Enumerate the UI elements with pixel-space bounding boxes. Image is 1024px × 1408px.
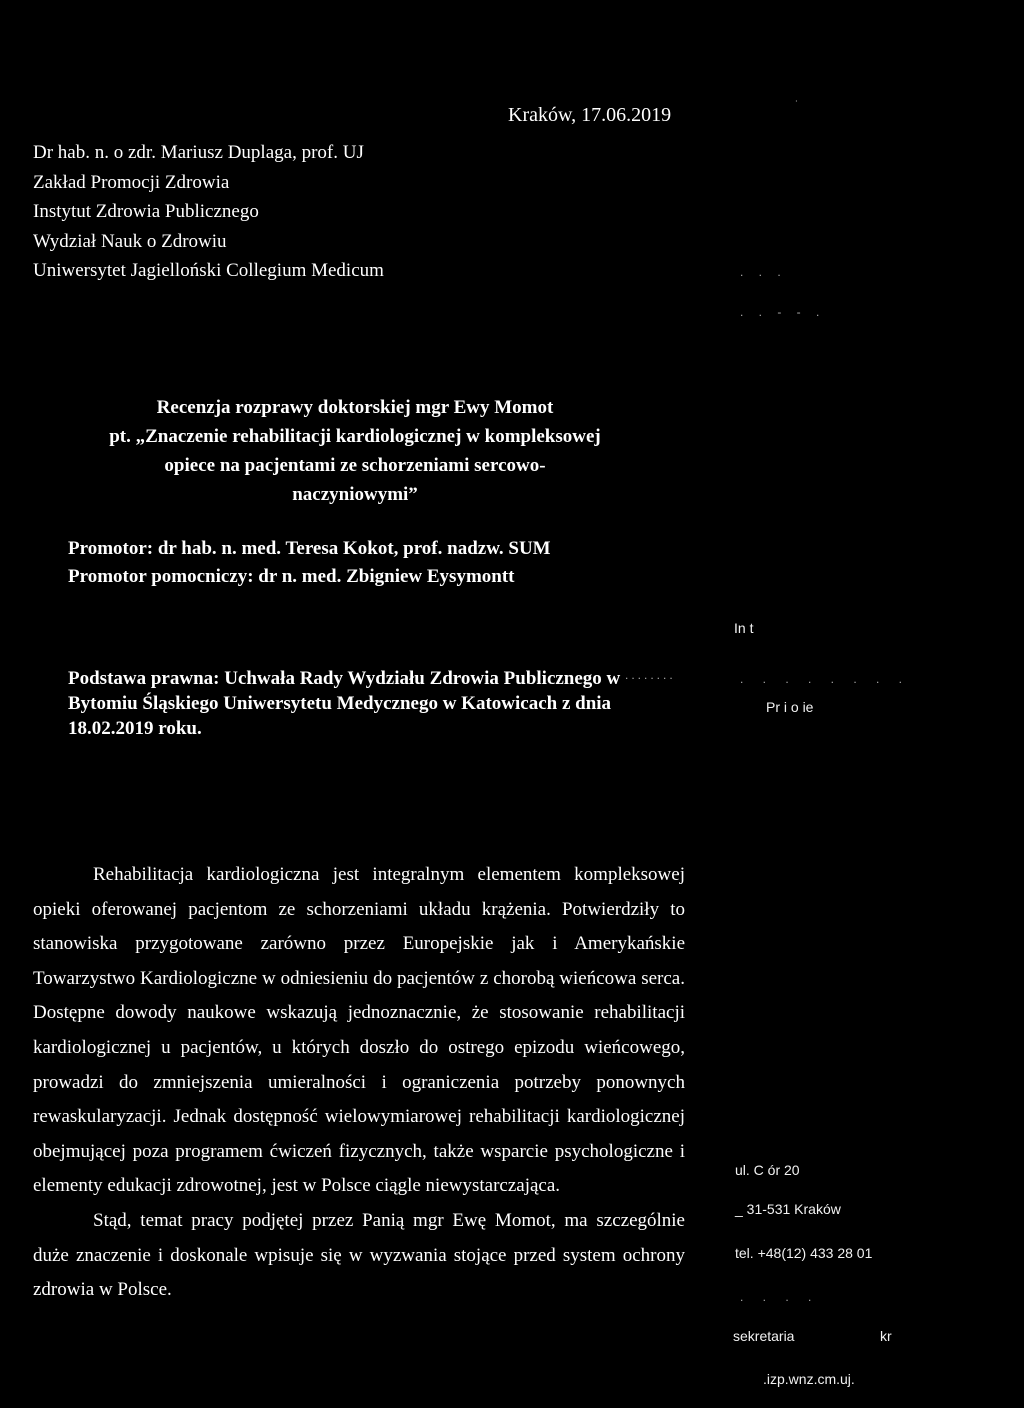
legal-basis: Podstawa prawna: Uchwała Rady Wydziału Zdrowia Publicznego w Bytomiu Śląskiego Uniwersytetu Medycznego w Katowicach z dnia 18.02.2019 roku. <box>68 668 621 739</box>
sidebar-address-street: ul. C ór 20 <box>735 1162 800 1178</box>
author-department: Zakład Promocji Zdrowia <box>33 171 230 193</box>
sidebar-web-fragment: .izp.wnz.cm.uj. <box>763 1371 855 1387</box>
promotor: Promotor: dr hab. n. med. Teresa Kokot, prof. nadzw. SUM <box>68 538 551 559</box>
review-title-line: Recenzja rozprawy doktorskiej mgr Ewy Momot <box>156 397 554 418</box>
scan-speck: ˙ <box>795 98 799 112</box>
body-paragraph: Rehabilitacja kardiologiczna jest integralnym elementem kompleksowej opieki oferowanej pacjentom ze schorzeniami układu krążenia. Potwierdziły to stanowiska przygotowane zarówno przez Europejskie jak i Amerykańskie Towarzystwo Kardiologiczne w odniesieniu do pacjentów z chorobą wieńcowa serca. Dostępne dowody naukowe wskazują jednoznacznie, że stosowanie rehabilitacji kardiologicznej u pacjentów, u których doszło do ostrego epizodu wieńcowego, prowadzi do zmniejszenia umieralności i ograniczenia potrzeby ponownych rewaskularyzacji. Jednak dostępność wielowymiarowej rehabilitacji kardiologicznej obejmującej poza programem ćwiczeń fizycznych, także wsparcie psychologiczne i elementy edukacji zdrowotnej, jest w Polsce ciągle niewystarczająca. <box>33 864 685 1197</box>
body-paragraph: Stąd, temat pracy podjętej przez Panią mgr Ewę Momot, ma szczególnie duże znaczenie i doskonale wpisuje się w wyzwania stojące przed system ochrony zdrowia w Polsce. <box>33 1209 685 1301</box>
sidebar-fragment-in: In t <box>734 620 754 636</box>
review-title <box>68 393 642 509</box>
author-name: Dr hab. n. o zdr. Mariusz Duplaga, prof. UJ <box>33 142 364 163</box>
sidebar-fragment-pr: Pr i o ie <box>766 699 814 715</box>
scan-speck: . . - - . <box>740 305 826 319</box>
author-university: Uniwersytet Jagielloński Collegium Medicum <box>33 260 384 281</box>
scan-speck: . . . <box>740 265 787 279</box>
sidebar-phone: tel. +48(12) 433 28 01 <box>735 1245 873 1261</box>
review-title-line: pt. „Znaczenie rehabilitacji kardiologicznej w kompleksowej <box>109 426 601 447</box>
promotor-assistant: Promotor pomocniczy: dr n. med. Zbigniew Eysymontt <box>68 566 515 587</box>
author-faculty: Wydział Nauk o Zdrowiu <box>33 230 227 252</box>
author-institute: Instytut Zdrowia Publicznego <box>33 201 259 222</box>
scan-speck: . . . . <box>740 1290 820 1304</box>
review-body <box>33 858 685 1308</box>
author-block <box>33 138 384 286</box>
sidebar-address-city: _ 31-531 Kraków <box>735 1201 841 1217</box>
sidebar-email-suffix: kr <box>880 1328 892 1344</box>
promotor-block <box>68 535 551 591</box>
review-title-line: opiece na pacjentami ze schorzeniami sercowo- <box>164 455 546 476</box>
scan-speck: . . . . . . . . <box>740 672 911 686</box>
letter-date: Kraków, 17.06.2019 <box>508 104 672 126</box>
review-title-line: naczyniowymi” <box>292 484 418 505</box>
scan-speck: ........ <box>625 668 676 682</box>
sidebar-email-fragment: sekretaria <box>733 1328 795 1344</box>
